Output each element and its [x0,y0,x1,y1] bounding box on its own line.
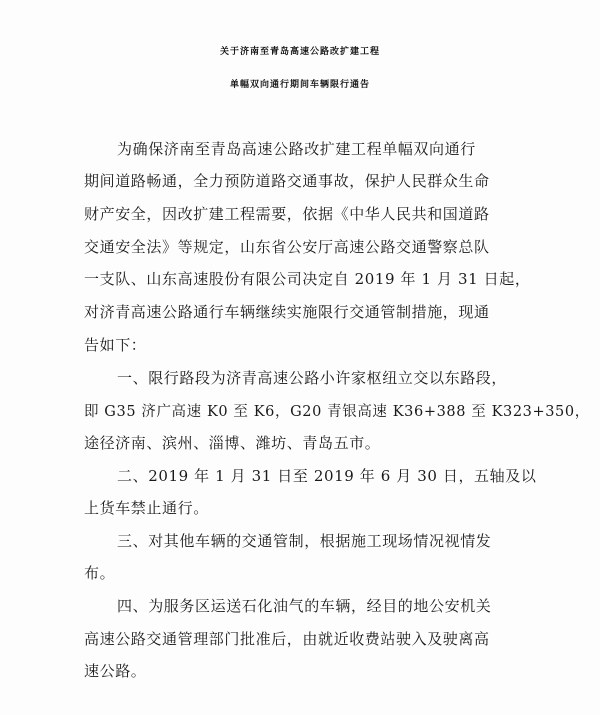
intro-paragraph-line: 对济青高速公路通行车辆继续实施限行交通管制措施，现通 [84,303,490,321]
item-two-line: 上货车禁止通行。 [84,499,209,517]
item-two-line: 二、2019 年 1 月 31 日至 2019 年 6 月 30 日，五轴及以 [117,467,537,485]
intro-paragraph-line: 一支队、山东高速股份有限公司决定自 2019 年 1 月 31 日起， [84,270,531,288]
item-four-line: 高速公路交通管理部门批准后，由就近收费站驶入及驶离高 [84,630,490,648]
intro-paragraph-line: 财产安全，因改扩建工程需要，依据《中华人民共和国道路 [84,205,490,223]
item-one-line: 一、限行路段为济青高速公路小许家枢纽立交以东路段， [117,369,508,387]
item-four-line: 四、为服务区运送石化油气的车辆，经目的地公安机关 [117,597,492,615]
intro-paragraph-line: 为确保济南至青岛高速公路改扩建工程单幅双向通行 [117,140,476,158]
item-three-line: 布。 [84,564,116,582]
notice-title-line-2: 单幅双向通行期间车辆限行通告 [229,80,370,90]
item-one-line: 途径济南、滨州、淄博、潍坊、青岛五市。 [84,434,381,452]
intro-paragraph-line: 期间道路畅通，全力预防道路交通事故，保护人民群众生命 [84,172,490,190]
item-three-line: 三、对其他车辆的交通管制，根据施工现场情况视情发 [117,532,492,550]
item-four-line: 速公路。 [84,662,147,680]
intro-paragraph-line: 告如下： [84,336,147,354]
notice-title-line-1: 关于济南至青岛高速公路改扩建工程 [219,47,380,57]
item-one-line: 即 G35 济广高速 K0 至 K6，G20 青银高速 K36+388 至 K323+350， [84,404,590,420]
intro-paragraph-line: 交通安全法》等规定，山东省公安厅高速公路交通警察总队 [84,238,490,256]
